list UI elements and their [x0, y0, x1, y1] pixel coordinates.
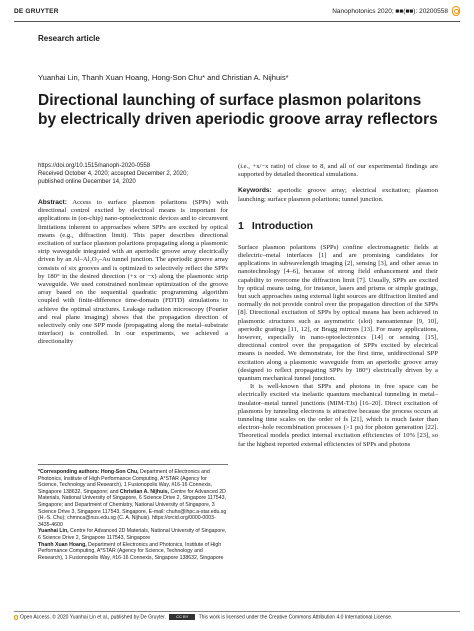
- received-dates: Received October 4, 2020; accepted December 2, 2020;: [38, 170, 189, 177]
- keywords-text: aperiodic groove array; electrical excitation; plasmon launching; surface plasmon polaritons; tunnel junction.: [238, 187, 438, 203]
- abstract-text: Access to surface plasmon polaritons (SPPs) with directional control excited by electrical means is important for applications in (on-chip) nano-optoelectronic devices and to circumvent limitations inherent to approaches where SPPs are excited by optical means (e.g., diffraction limit). This paper describes directional excitation of surface plasmon polaritons propagating along a plasmonic strip waveguide integrated with an aperiodic groove array electrically driven by an Al–Al₂O₃–Au tunnel junction. The aperiodic groove array consists of six grooves and is optimized to selectively reflect the SPPs by 180° in the desired direction (+x or −x) along the plasmonic strip waveguide. We used constrained nonlinear optimization of the groove array based on the sequential quadratic programming algorithm coupled with finite-difference time-domain (FDTD) simulations to achieve the optimal structures. Leakage radiation microscopy (Fourier and real plane imaging) shows that the propagation direction of selectively only one SPP mode (propagating along the metal–substrate interface) is controlled. In our experiments, we achieved a directionality: [38, 199, 228, 346]
- intro-paragraph-2: It is well-known that SPPs and photons in free space can be electrically excited via inelastic quantum mechanical tunneling in metal–insulator–metal tunnel junctions (MIM-TJs) [16–20]. Direct excitation of plasmons by tunneling electrons is attractive because the process occurs at tunneling time scales on the order of fs [21], which is much faster than electron–hole recombination processes (>1 ps) for photon generation [22]. Theoretical models predict internal excitation efficiencies of 10% [23], so far the highest reported external efficiencies of SPPs and photons: [238, 383, 438, 448]
- abstract-continuation: (i.e., +x/−x ratio) of close to 8, and all of our experimental findings are supported by detailed theoretical simulations.: [238, 163, 438, 179]
- footer-divider: [14, 611, 460, 612]
- copyright-notice: Open Access. © 2020 Yuanhai Lin et al., published by De Gruyter.: [20, 614, 166, 621]
- left-column: [38, 199, 228, 347]
- keywords-label: Keywords:: [238, 187, 272, 195]
- article-title: Directional launching of surface plasmon polaritons by electrically driven aperiodic groove array reflectors: [38, 92, 438, 128]
- footnote-bold: Thanh Xuan Hoang,: [38, 541, 87, 548]
- publisher-name: DE GRUYTER: [14, 8, 59, 15]
- journal-reference: Nanophotonics 2020; ■■(■■): 20200558: [332, 8, 448, 15]
- section-heading: [238, 220, 438, 232]
- footnote-corresponding: [38, 469, 228, 528]
- abstract-label: Abstract:: [38, 199, 67, 206]
- footnote-bold: Yuanhai Lin,: [38, 528, 69, 535]
- page-footer: [14, 614, 460, 621]
- right-column: [238, 163, 438, 449]
- author-footnotes: [38, 464, 228, 561]
- article-metadata: [38, 163, 228, 186]
- page-header: [14, 6, 460, 20]
- open-access-icon: [452, 6, 460, 16]
- footnote-text: Centre for Advanced 2D Materials, National University of Singapore, 6 Science Drive 2, Singapore 117543, Singapore: [38, 528, 227, 541]
- footnote-affiliation: [38, 542, 228, 562]
- abstract: [38, 199, 228, 347]
- section-title: Introduction: [251, 219, 314, 232]
- footnote-text: Department of Electronics and Photonics, Institute of High Performance Computing, A*STAR (Agency for Science, Technology and Research), 1 Fusionopolis Way, #16-16 Connexis, Singapore 138632, Singapore: [38, 541, 224, 561]
- article-type: Research article: [38, 34, 100, 43]
- footnote-affiliation: [38, 528, 228, 541]
- license-notice: This work is licensed under the Creative Commons Attribution 4.0 International License.: [198, 614, 393, 621]
- footnote-bold: *Corresponding authors: Hong-Son Chu,: [38, 469, 139, 475]
- section-number: 1: [238, 219, 244, 232]
- doi-link[interactable]: https://doi.org/10.1515/nanoph-2020-0558: [38, 163, 151, 169]
- author-list: Yuanhai Lin, Thanh Xuan Hoang, Hong-Son Chu* and Christian A. Nijhuis*: [38, 73, 289, 82]
- header-divider: [14, 21, 460, 22]
- footnote-bold: Christian A. Nijhuis,: [119, 488, 170, 495]
- intro-paragraph-1: Surface plasmon polaritons (SPPs) confine electromagnetic fields at dielectric–metal interfaces [1] and are promising candidates for applications in subwavelength imaging [2], sensing [3], and other areas in nanotechnology [4–6], because of strong field enhancement and their capability to overcome the diffraction limit [7]. Usually, SPPs are excited by optical means using, for instance, lasers and prisms or simple gratings, but such approaches using external light sources are diffraction limited and normally do not provide control over the propagation direction of the SPPs [8]. Directional excitation of SPPs by optical means has been achieved in plasmonic structures such as asymmetric (slot) nanoantennae [9, 10], aperiodic gratings [11, 12], or Bragg mirrors [13]. For many applications, however, especially in nano-optoelectronics [14] or sensing [15], directional control over the propagation of SPPs excited by electrical means is needed. We demonstrate, for the first time, unidirectional SPP excitation along a plasmonic waveguide from an aperiodic groove array (designed to reflect propagating SPPs by 180°) electrically driven by a quantum mechanical tunnel junction.: [238, 243, 438, 383]
- footnote-text: Department of Electronics and Photonics, Institute of High Performance Computing, A*STAR (Agency for Science, Technology and Research), 1 Fusionopolis Way, #16-16 Connexis, Singapore 138632, Singapore; and: [38, 469, 213, 495]
- published-date: published online December 14, 2020: [38, 178, 136, 185]
- open-access-icon: [14, 615, 18, 620]
- footnote-text: Centre for Advanced 2D Materials, National University of Singapore, 6 Science Drive 2, Singapore 117543, Singapore; and Department of Chemistry, National University of Singapore, 3 Science Drive 3, Singapore 117543, Singapore, E-mail: chuhs@ihpc.a-star.edu.sg (H.-S. Chu); chmnca@nus.edu.sg (C. A. Nijhuis). https://orcid.org/0000-0003-3435-4600: [38, 488, 227, 528]
- keywords: [238, 187, 438, 203]
- cc-by-badge-icon[interactable]: CC BY: [169, 614, 195, 620]
